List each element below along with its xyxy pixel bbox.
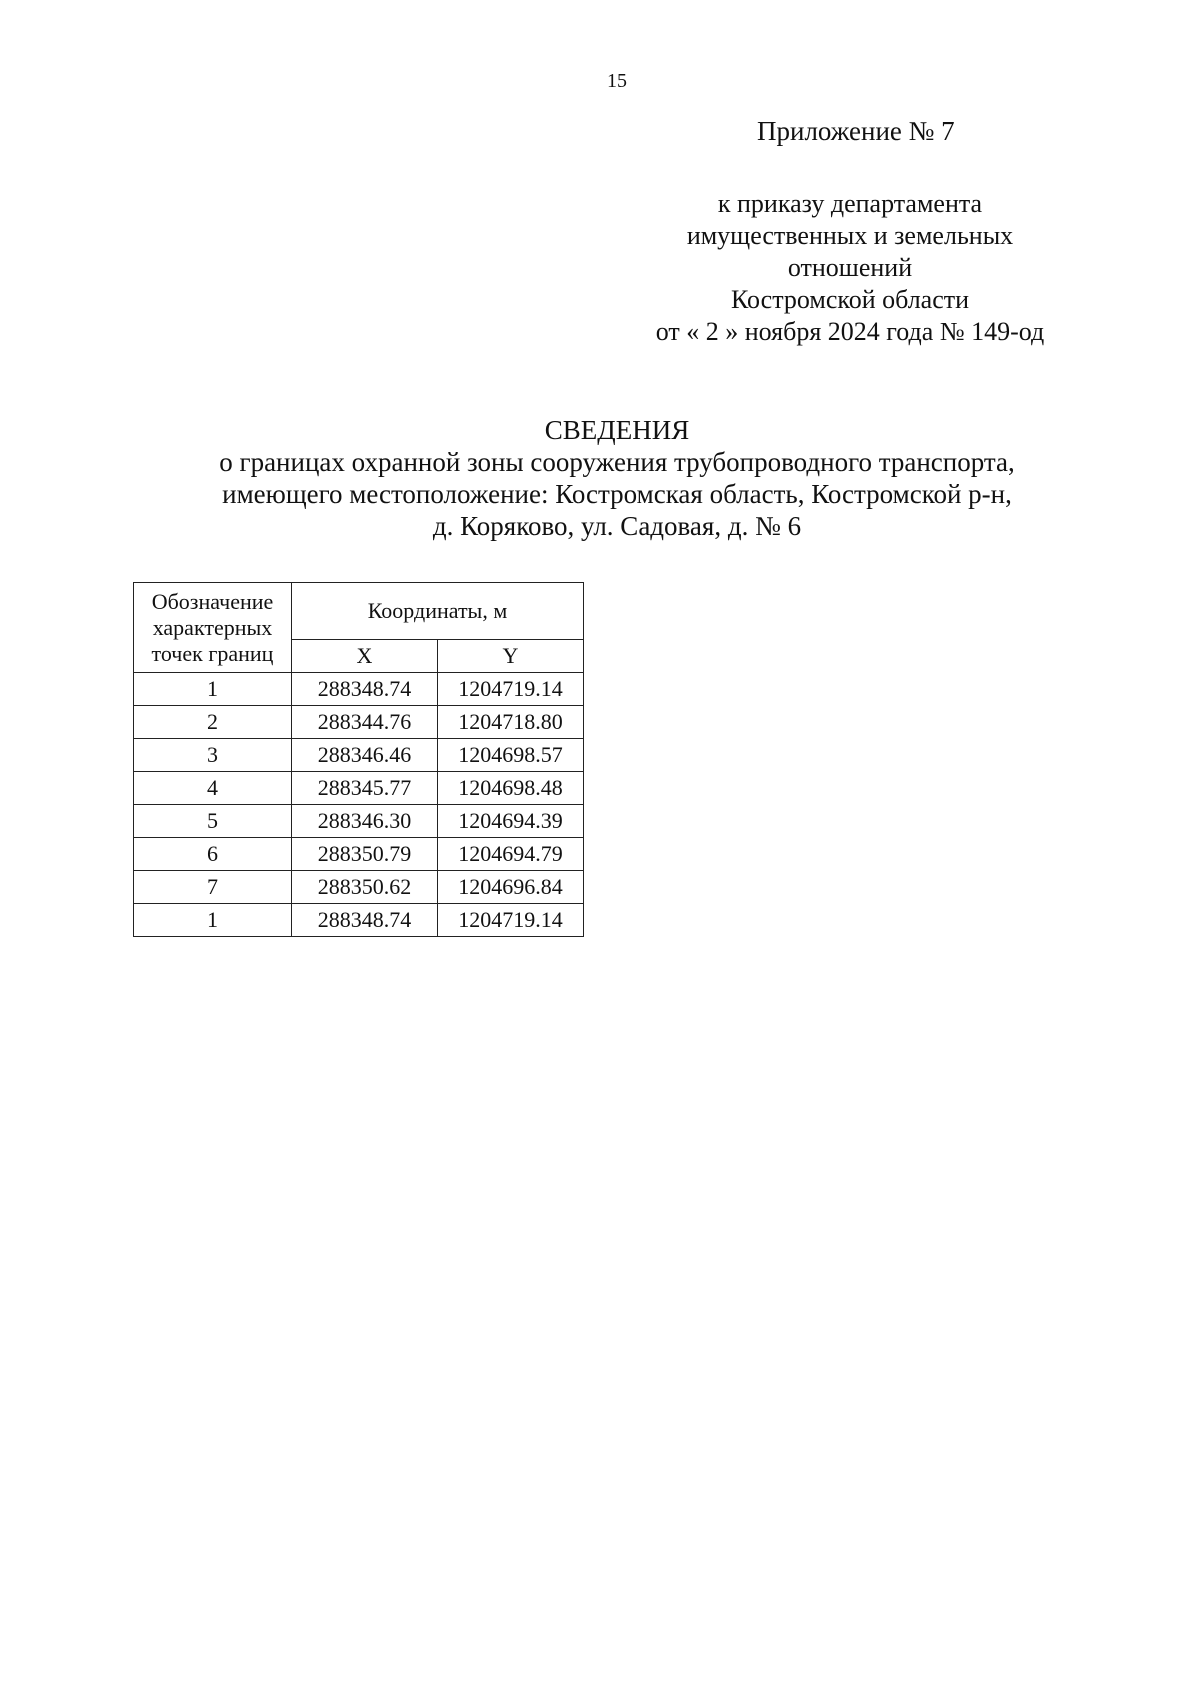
table-row xyxy=(134,871,584,904)
order-date-line: от « 2 » ноября 2024 года № 149-од xyxy=(655,317,1045,346)
y-cell: 1204698.57 xyxy=(438,739,584,772)
point-cell: 1 xyxy=(134,904,292,937)
point-cell: 6 xyxy=(134,838,292,871)
appendix-title: Приложение № 7 xyxy=(757,116,955,146)
table-row xyxy=(134,739,584,772)
table-row xyxy=(134,904,584,937)
order-line: Костромской области xyxy=(730,285,970,314)
header-point-designation: Обозначение характерных точек границ xyxy=(134,583,292,673)
x-cell: 288344.76 xyxy=(292,706,438,739)
document-subtitle-line: о границах охранной зоны сооружения трубопроводного транспорта, xyxy=(219,447,1015,477)
table-row xyxy=(134,838,584,871)
table-row xyxy=(134,673,584,706)
header-y: Y xyxy=(438,640,584,673)
x-cell: 288348.74 xyxy=(292,673,438,706)
x-cell: 288350.62 xyxy=(292,871,438,904)
point-cell: 1 xyxy=(134,673,292,706)
point-cell: 7 xyxy=(134,871,292,904)
table-header xyxy=(134,583,584,673)
table-row xyxy=(134,772,584,805)
document-subtitle-line: д. Коряково, ул. Садовая, д. № 6 xyxy=(432,511,802,541)
point-cell: 3 xyxy=(134,739,292,772)
x-cell: 288350.79 xyxy=(292,838,438,871)
point-cell: 4 xyxy=(134,772,292,805)
y-cell: 1204718.80 xyxy=(438,706,584,739)
y-cell: 1204694.39 xyxy=(438,805,584,838)
document-title xyxy=(0,414,1200,542)
order-line: имущественных и земельных xyxy=(686,221,1014,250)
x-cell: 288346.46 xyxy=(292,739,438,772)
y-cell: 1204719.14 xyxy=(438,673,584,706)
document-heading: СВЕДЕНИЯ xyxy=(544,415,690,445)
order-line: отношений xyxy=(787,253,913,282)
coordinates-table xyxy=(133,582,584,937)
y-cell: 1204719.14 xyxy=(438,904,584,937)
table-body xyxy=(134,673,584,937)
header-x: X xyxy=(292,640,438,673)
x-cell: 288346.30 xyxy=(292,805,438,838)
x-cell: 288348.74 xyxy=(292,904,438,937)
x-cell: 288345.77 xyxy=(292,772,438,805)
order-line: к приказу департамента xyxy=(717,189,983,218)
y-cell: 1204698.48 xyxy=(438,772,584,805)
table-header-row xyxy=(134,583,584,640)
table-row xyxy=(134,706,584,739)
table-row xyxy=(134,805,584,838)
header-coordinates: Координаты, м xyxy=(292,583,584,640)
point-cell: 5 xyxy=(134,805,292,838)
order-reference xyxy=(600,188,1100,348)
document-subtitle-line: имеющего местоположение: Костромская область, Костромской р-н, xyxy=(222,479,1012,509)
y-cell: 1204694.79 xyxy=(438,838,584,871)
page-number: 15 xyxy=(607,70,627,92)
y-cell: 1204696.84 xyxy=(438,871,584,904)
point-cell: 2 xyxy=(134,706,292,739)
